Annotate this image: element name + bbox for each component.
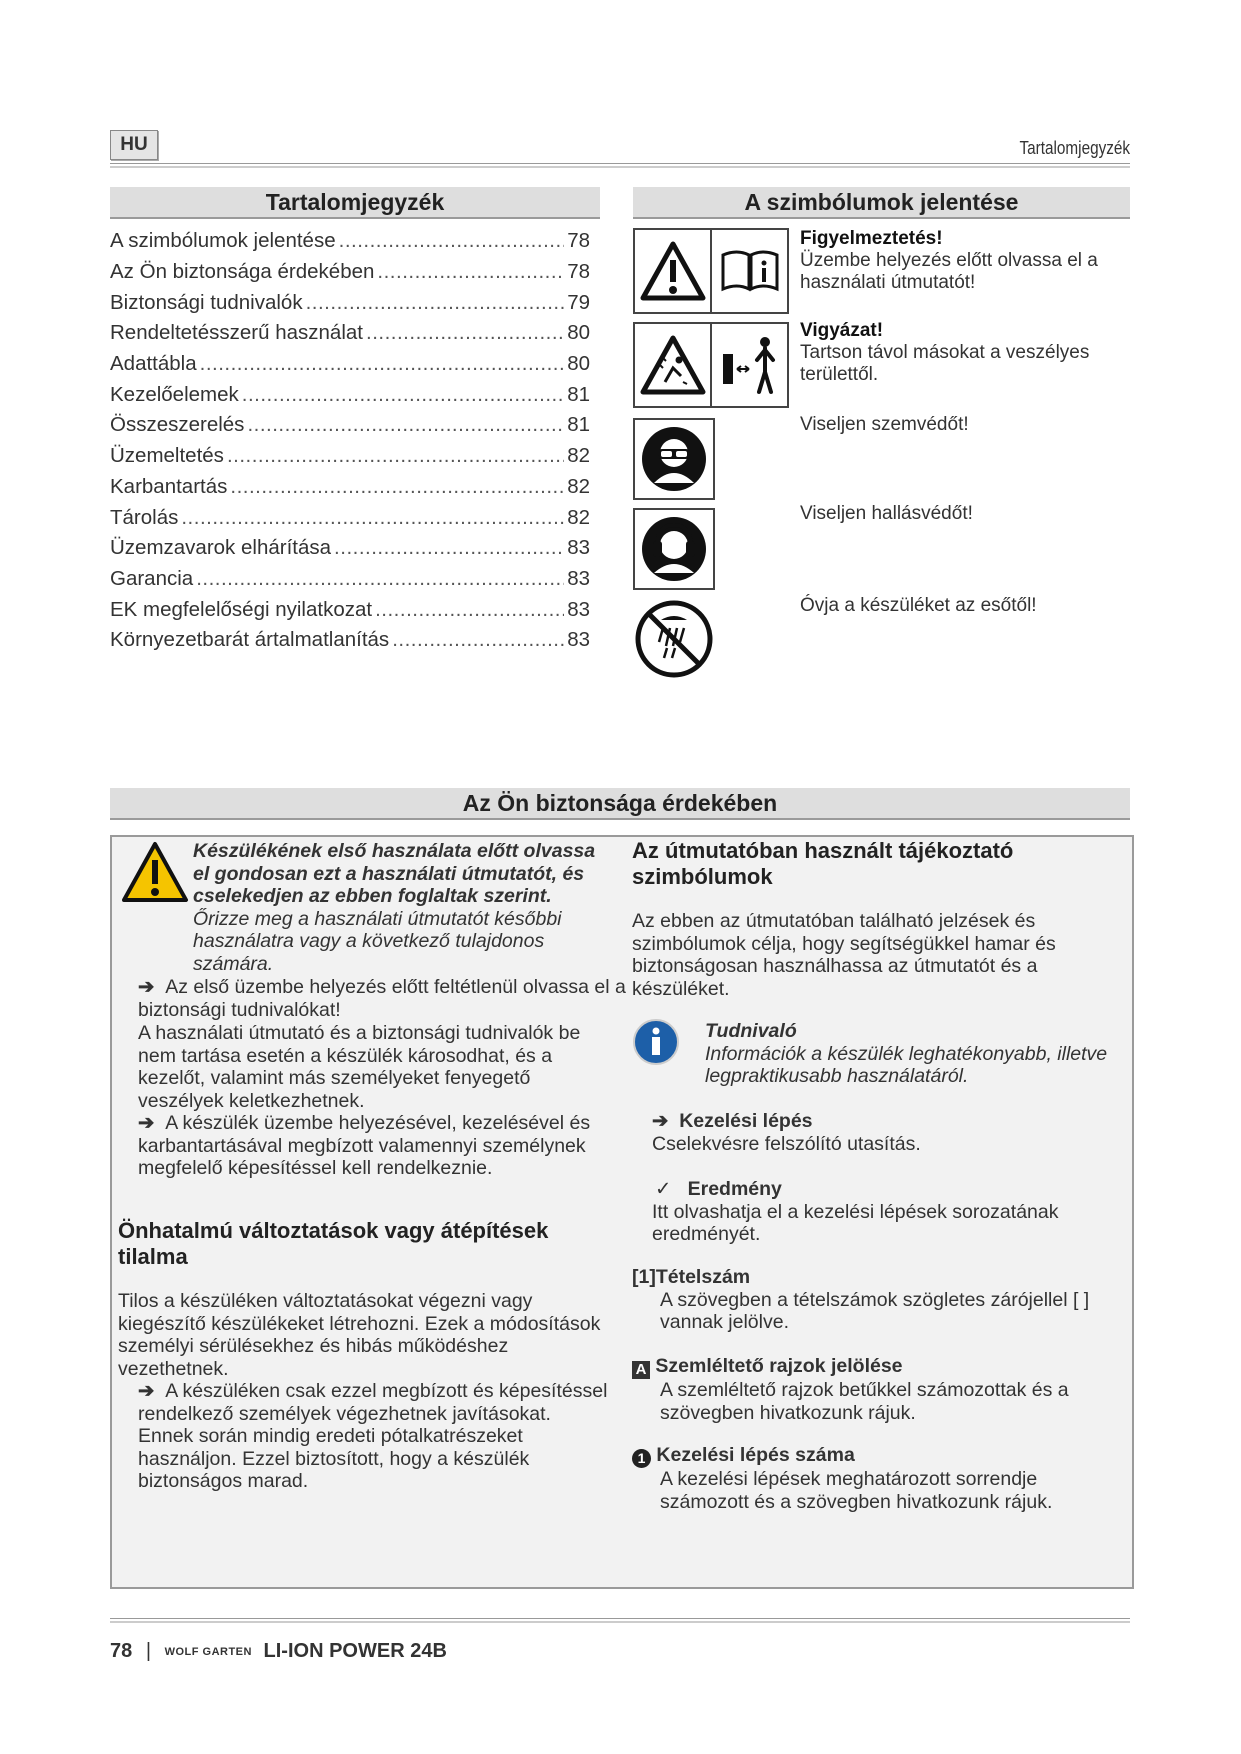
manual-book-icon [712, 230, 787, 312]
warning-intro [193, 840, 603, 975]
toc-item-title: A szimbólumok jelentése [110, 229, 336, 253]
step-number-badge: 1 [632, 1449, 651, 1468]
toc-item-title: Karbantartás [110, 474, 228, 498]
modification-heading: Önhatalmú változtatások vagy átépítések tilalma [118, 1218, 549, 1269]
toc-item [110, 349, 590, 380]
symbol-1-text [800, 228, 1130, 294]
toc-item-page: 81 [567, 382, 590, 406]
toc-heading: Tartalomjegyzék [110, 187, 600, 219]
symbol-2-head: Vigyázat! [800, 320, 884, 341]
step-head: Kezelési lépés [679, 1110, 813, 1132]
modification-paragraph: Tilos a készüléken változtatásokat végezni vagy kiegészítő készülékeket létrehozni. Ezek a módosítások személyi sérülésekhez és hibás működéshez vezethetnek. [118, 1290, 601, 1380]
brand-logo: WOLF GARTEN [164, 1646, 252, 1658]
toc-item [110, 472, 590, 503]
toc-item-title: Környezetbarát ártalmatlanítás [110, 628, 390, 652]
symbol-4-text: Viseljen hallásvédőt! [800, 503, 973, 524]
footer-divider [110, 1618, 1130, 1623]
arrow-right-icon: ➔ [652, 1110, 669, 1132]
keep-distance-icon [712, 324, 787, 406]
bullet-2-text: A készülék üzembe helyezésével, kezelésével és karbantartásával megbízott valamennyi személynek megfelelő képesítéssel kell rendelkeznie. [138, 1112, 591, 1179]
fig-body: A szemléltető rajzok betűkkel számozottak és a szövegben hivatkozunk rájuk. [660, 1379, 1069, 1424]
language-badge: HU [110, 130, 158, 160]
toc-item [110, 257, 590, 288]
toc-item [110, 502, 590, 533]
toc-item-page: 82 [567, 505, 590, 529]
step-block [652, 1110, 1122, 1155]
eye-protection-icon [633, 418, 715, 500]
figure-badge: A [632, 1361, 650, 1379]
toc-item-title: Rendeltetésszerű használat [110, 321, 363, 345]
toc-item [110, 287, 590, 318]
toc-item-dots [242, 383, 564, 407]
toc-item-page: 83 [567, 597, 590, 621]
warning-intro-rest: Őrizze meg a használati útmutatót későbbi használatra vagy a következő tulajdonos számára. [193, 907, 562, 975]
toc-item-dots [247, 413, 564, 437]
info-icon [632, 1018, 680, 1071]
toc-item-title: Üzemeltetés [110, 444, 224, 468]
toc-item [110, 533, 590, 564]
toc-item-page: 79 [567, 290, 590, 314]
header-divider [110, 163, 1130, 168]
item-number-block [632, 1266, 1127, 1334]
toc-item-page: 82 [567, 444, 590, 468]
toc-item-page: 80 [567, 321, 590, 345]
safety-heading: Az Ön biztonsága érdekében [110, 788, 1130, 820]
toc-item-title: Üzemzavarok elhárítása [110, 536, 332, 560]
toc-item-title: Tárolás [110, 505, 179, 529]
bullet-3-text: A készüléken csak ezzel megbízott és képesítéssel rendelkező személyek végezhetnek javításokat. Ennek során mindig eredeti pótalkatrészeket használjon. Ezzel biztosított, hogy a készülék biztonságos marad. [138, 1380, 608, 1492]
num-body: A kezelési lépések meghatározott sorrendje számozott és a szövegben hivatkozunk rájuk. [660, 1468, 1053, 1513]
toc-item-page: 78 [567, 260, 590, 284]
no-rain-icon [633, 598, 715, 680]
tip-body: Információk a készülék leghatékonyabb, illetve legpraktikusabb használatáról. [705, 1042, 1108, 1087]
warning-triangle-icon [120, 840, 190, 909]
symbol-2-text [800, 320, 1130, 386]
toc-item-dots [334, 536, 564, 560]
toc-item-page: 80 [567, 352, 590, 376]
tip-head: Tudnivaló [705, 1020, 797, 1042]
toc-item-dots [377, 260, 564, 284]
toc-item [110, 625, 590, 656]
toc-item [110, 410, 590, 441]
symbol-1-body: Üzembe helyezés előtt olvassa el a használati útmutatót! [800, 250, 1098, 293]
bullet-1 [138, 976, 628, 1021]
arrow-right-icon: ➔ [138, 1112, 155, 1134]
bullet-1-text: Az első üzembe helyezés előtt feltétlenül olvassa el a biztonsági tudnivalókat! [138, 976, 626, 1021]
toc-item-dots [230, 475, 564, 499]
model-name: LI-ION POWER 24B [263, 1640, 447, 1662]
toc-item [110, 594, 590, 625]
toc-item-dots [306, 291, 565, 315]
page-number: 78 [110, 1640, 133, 1662]
symbol-2-body: Tartson távol másokat a veszélyes területtől. [800, 342, 1090, 385]
toc-item-title: Összeszerelés [110, 413, 245, 437]
toc-item-dots [196, 567, 564, 591]
bullet-2 [138, 1112, 618, 1180]
item-body: A szövegben a tételszámok szögletes zárójellel [ ] vannak jelölve. [660, 1288, 1090, 1333]
toc-item-dots [200, 352, 565, 376]
toc-item [110, 441, 590, 472]
tip-block [705, 1020, 1125, 1088]
toc-item-title: Biztonsági tudnivalók [110, 290, 303, 314]
step-body: Cselekvésre felszólító utasítás. [652, 1132, 921, 1155]
item-head: [1]Tételszám [632, 1266, 751, 1288]
num-head: Kezelési lépés száma [656, 1444, 855, 1466]
toc-item-dots [392, 628, 564, 652]
bullet-3 [138, 1380, 608, 1493]
result-body: Itt olvashatja el a kezelési lépések sorozatának eredményét. [652, 1200, 1059, 1245]
toc-item-dots [181, 506, 564, 530]
toc-item-title: Kezelőelemek [110, 382, 239, 406]
arrow-right-icon: ➔ [138, 1380, 155, 1402]
toc-item [110, 379, 590, 410]
symbol-keep-distance [633, 322, 789, 408]
paragraph-1: A használati útmutató és a biztonsági tudnivalók be nem tartása esetén a készülék károsodhat, és a kezelőt, valamint más személyeket fenyegető veszélyek keletkezhetnek. [138, 1022, 581, 1112]
toc-item-dots [227, 444, 564, 468]
info-symbols-heading: Az útmutatóban használt tájékoztató szimbólumok [632, 838, 1014, 889]
warning-intro-bold: Készülékének első használata előtt olvassa el gondosan ezt a használati útmutatót, és cselekedjen az ebben foglaltak szerint. [193, 840, 596, 907]
toc-list [110, 226, 590, 656]
symbols-heading: A szimbólumok jelentése [633, 187, 1130, 219]
toc-item-page: 82 [567, 474, 590, 498]
flying-debris-icon [635, 324, 712, 406]
toc-item-dots [366, 321, 564, 345]
toc-item-page: 83 [567, 566, 590, 590]
info-symbols-paragraph: Az ebben az útmutatóban található jelzések és szimbólumok célja, hogy segítségükkel hamar és biztonságosan használhassa az útmutatót és a készüléket. [632, 910, 1056, 1000]
result-head: Eredmény [687, 1178, 782, 1200]
header-section-title: Tartalomjegyzék [1019, 138, 1130, 158]
symbol-1-head: Figyelmeztetés! [800, 228, 943, 249]
checkmark-icon: ✓ [655, 1178, 672, 1200]
toc-item-page: 83 [567, 628, 590, 652]
fig-head: Szemléltető rajzok jelölése [655, 1355, 903, 1377]
toc-item-title: Adattábla [110, 352, 197, 376]
toc-item-title: Garancia [110, 566, 194, 590]
toc-item [110, 564, 590, 595]
toc-item [110, 226, 590, 257]
symbol-5-text: Óvja a készüléket az esőtől! [800, 595, 1037, 616]
toc-item-dots [339, 229, 565, 253]
result-block [652, 1178, 1122, 1246]
figure-label-block [632, 1355, 1127, 1424]
warning-triangle-icon [635, 230, 712, 312]
toc-item-page: 83 [567, 536, 590, 560]
toc-item-dots [375, 598, 564, 622]
footer: 78 | WOLF GARTEN LI-ION POWER 24B [110, 1640, 447, 1662]
toc-item [110, 318, 590, 349]
symbol-3-text: Viseljen szemvédőt! [800, 414, 969, 435]
ear-protection-icon [633, 508, 715, 590]
toc-item-title: EK megfelelőségi nyilatkozat [110, 597, 373, 621]
toc-item-page: 78 [567, 229, 590, 253]
symbol-warning-read-manual [633, 228, 789, 314]
step-number-block [632, 1444, 1127, 1513]
arrow-right-icon: ➔ [138, 976, 155, 998]
toc-item-page: 81 [567, 413, 590, 437]
toc-item-title: Az Ön biztonsága érdekében [110, 260, 375, 284]
